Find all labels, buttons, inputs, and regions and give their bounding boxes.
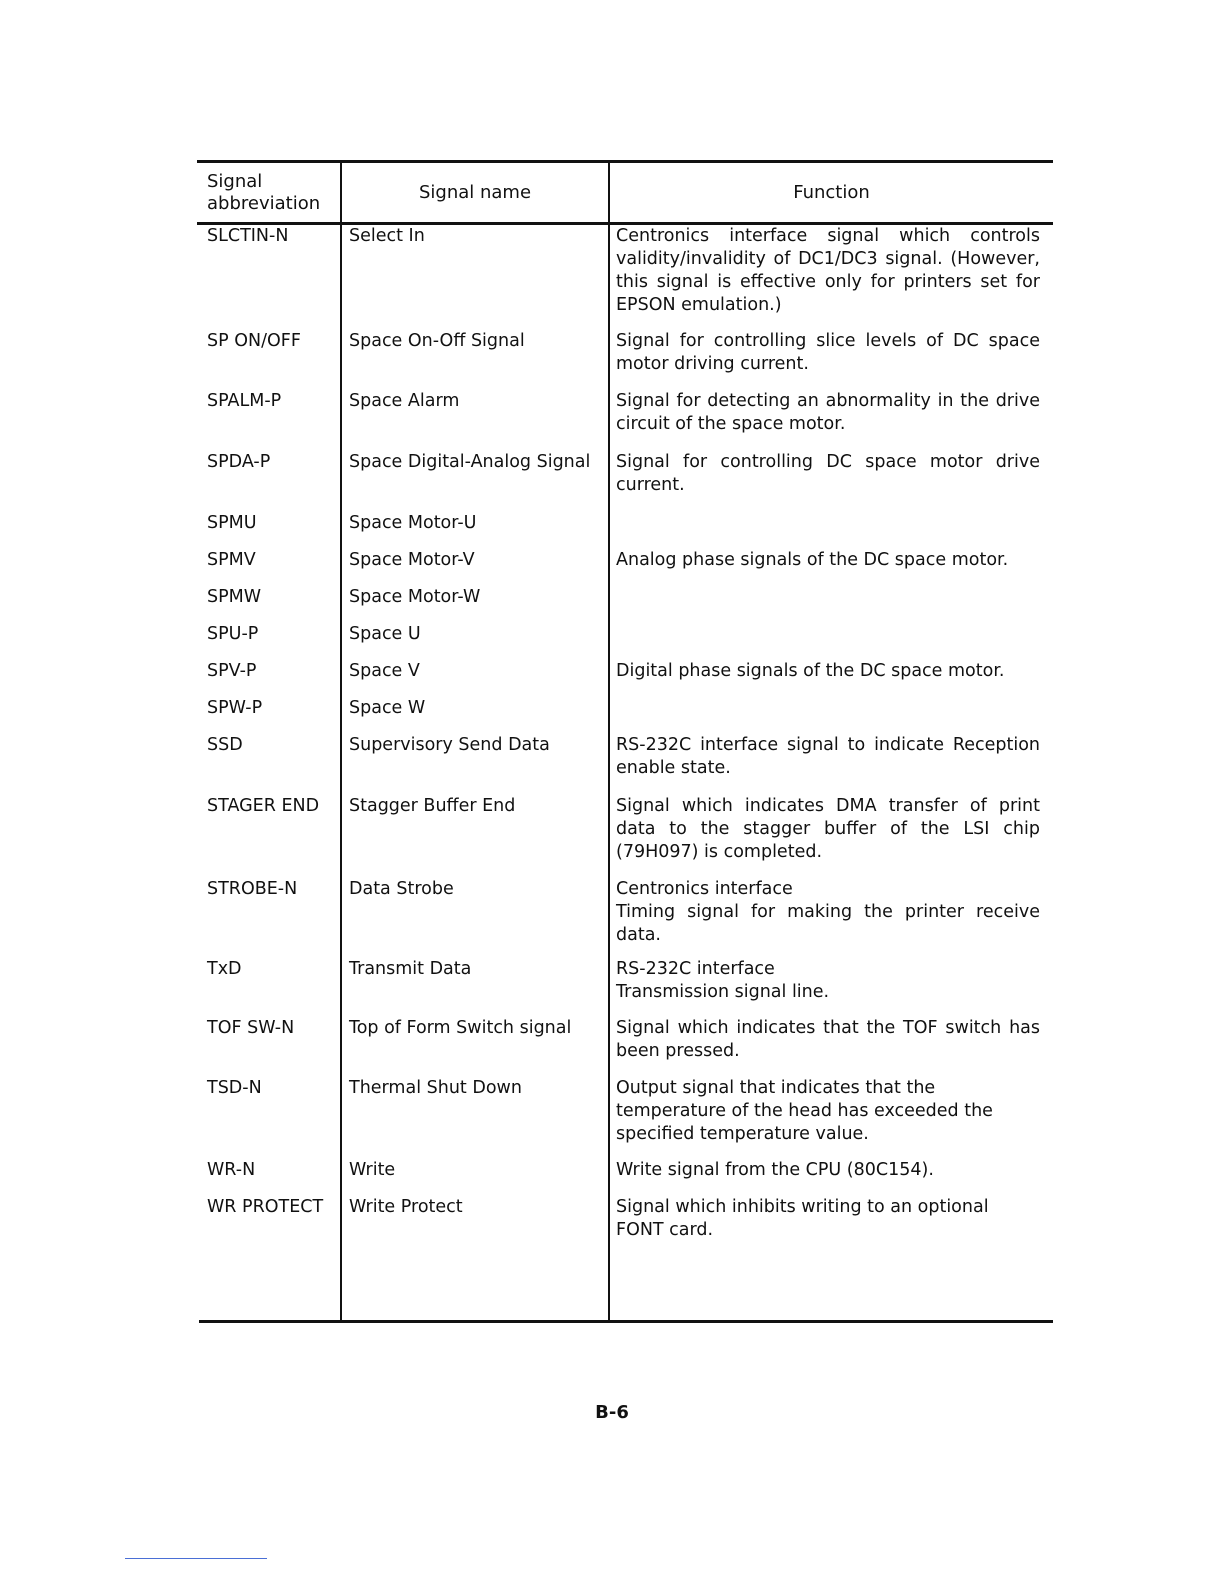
signal-abbreviation: TxD	[207, 959, 242, 979]
signal-function: Signal for detecting an abnormality in the drive circuit of the space motor.	[616, 391, 1040, 434]
signal-name: Supervisory Send Data	[349, 735, 550, 755]
signal-abbreviation: WR-N	[207, 1160, 256, 1180]
signal-name: Space Digital-Analog Signal	[349, 452, 591, 472]
header-signal-abbreviation	[207, 163, 337, 222]
signal-abbreviation: SP ON/OFF	[207, 331, 301, 351]
signal-name: Data Strobe	[349, 879, 454, 899]
signal-function: Centronics interface signal which controls validity/invalidity of DC1/DC3 signal. (However, this signal is effective only for printers set for EPSON emulation.)	[616, 226, 1040, 315]
signal-abbreviation: SPW-P	[207, 698, 263, 718]
header-abbr-line1: Signal	[207, 170, 263, 192]
signal-function: Signal which indicates that the TOF switch has been pressed.	[616, 1018, 1040, 1061]
signal-table	[197, 160, 1053, 1326]
signal-name: Stagger Buffer End	[349, 796, 516, 816]
signal-name: Space V	[349, 661, 420, 681]
page-number: B-6	[595, 1402, 629, 1423]
header-function: Function	[793, 181, 870, 203]
signal-abbreviation: SLCTIN-N	[207, 226, 289, 246]
signal-abbreviation: WR PROTECT	[207, 1197, 324, 1217]
signal-abbreviation: SPU-P	[207, 624, 259, 644]
signal-abbreviation: TSD-N	[207, 1078, 262, 1098]
column-divider	[608, 163, 610, 1320]
signal-function: Analog phase signals of the DC space motor.	[616, 550, 1009, 570]
signal-abbreviation: TOF SW-N	[207, 1018, 295, 1038]
table-bottom-rule	[199, 1320, 1053, 1323]
signal-function: Digital phase signals of the DC space motor.	[616, 661, 1005, 681]
signal-function: Signal which inhibits writing to an optional FONT card.	[616, 1197, 989, 1240]
signal-name: Space Alarm	[349, 391, 460, 411]
signal-name: Space Motor-V	[349, 550, 475, 570]
signal-abbreviation: SPV-P	[207, 661, 257, 681]
signal-abbreviation: STROBE-N	[207, 879, 298, 899]
signal-function: RS-232C interface Transmission signal line.	[616, 959, 830, 1002]
signal-name: Space Motor-U	[349, 513, 477, 533]
signal-function: Signal for controlling slice levels of DC space motor driving current.	[616, 331, 1040, 374]
scan-artifact-line	[125, 1558, 267, 1559]
signal-abbreviation: SSD	[207, 735, 243, 755]
signal-abbreviation: SPMW	[207, 587, 262, 607]
signal-name: Space W	[349, 698, 426, 718]
signal-name: Thermal Shut Down	[349, 1078, 522, 1098]
signal-function: Write signal from the CPU (80C154).	[616, 1160, 934, 1180]
signal-function: Signal which indicates DMA transfer of print data to the stagger buffer of the LSI chip (79H097) is completed.	[616, 796, 1040, 862]
signal-name: Space U	[349, 624, 421, 644]
signal-abbreviation: SPDA-P	[207, 452, 271, 472]
signal-function: Signal for controlling DC space motor drive current.	[616, 452, 1040, 495]
header-abbr-line2: abbreviation	[207, 192, 321, 214]
signal-function: Output signal that indicates that the temperature of the head has exceeded the specified temperature value.	[616, 1078, 993, 1144]
signal-name: Transmit Data	[349, 959, 472, 979]
header-signal-name: Signal name	[418, 181, 532, 203]
signal-abbreviation: SPALM-P	[207, 391, 282, 411]
signal-name: Space On-Off Signal	[349, 331, 525, 351]
signal-function: RS-232C interface signal to indicate Reception enable state.	[616, 735, 1040, 778]
signal-abbreviation: SPMU	[207, 513, 257, 533]
signal-name: Space Motor-W	[349, 587, 481, 607]
signal-abbreviation: STAGER END	[207, 796, 320, 816]
signal-name: Top of Form Switch signal	[349, 1018, 572, 1038]
signal-name: Write	[349, 1160, 396, 1180]
signal-name: Write Protect	[349, 1197, 463, 1217]
signal-abbreviation: SPMV	[207, 550, 256, 570]
signal-name: Select In	[349, 226, 425, 246]
column-divider	[340, 163, 342, 1320]
signal-function: Centronics interface Timing signal for making the printer receive data.	[616, 879, 1040, 945]
